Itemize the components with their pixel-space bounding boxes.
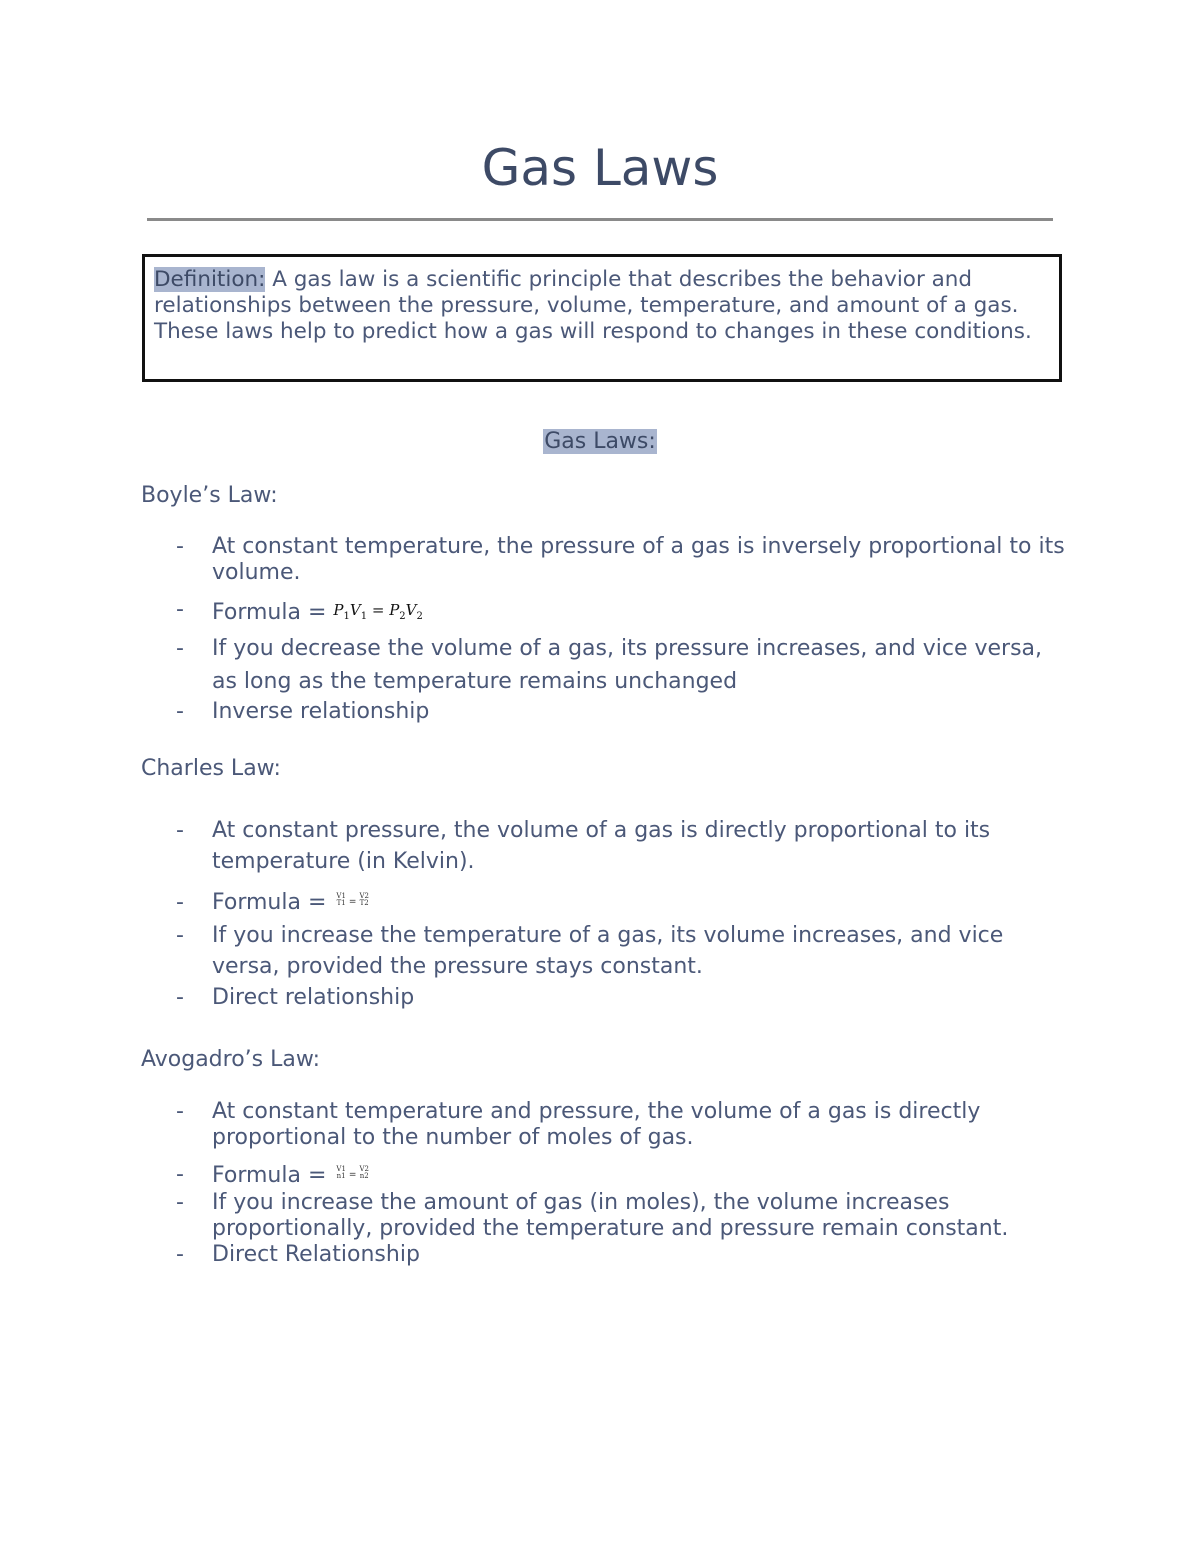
formula-label: Formula = [212,600,334,625]
definition-label: Definition: [154,267,266,292]
avogadros-law-title: Avogadro’s Law: [141,1047,321,1072]
list-item-text: At constant temperature and pressure, the volume of a gas is directly proportional to the number of moles of gas. [212,1099,981,1150]
list-item-text: If you increase the amount of gas (in moles), the volume increases proportionally, provided the temperature and pressure remain constant. [212,1190,1009,1241]
boyles-law-title: Boyle’s Law: [141,483,278,508]
bullet-dash: - [176,1099,184,1124]
charles-formula-equals: = [348,897,357,907]
list-item [170,534,1070,586]
list-item [170,815,1070,877]
definition-box [142,254,1062,382]
bullet-dash: - [176,636,184,661]
list-item-text: At constant temperature, the pressure of a gas is inversely proportional to its volume. [212,534,1065,585]
list-item [170,1190,1070,1242]
charles-formula-right: V2 T2 [359,892,369,907]
bullet-dash: - [176,890,184,915]
gas-laws-heading [0,427,1200,457]
boyles-law-list [170,534,1070,726]
list-item [170,1099,1070,1151]
bullet-dash: - [176,1242,184,1267]
list-item-text: Inverse relationship [212,699,430,724]
list-item [170,597,1070,630]
page-title: Gas Laws [481,139,719,197]
avogadro-formula-equals: = [348,1170,357,1180]
bullet-dash: - [176,1190,184,1215]
charles-law-list [170,815,1070,1013]
avogadro-formula-left: V1 n1 [336,1165,346,1180]
definition-body: A gas law is a scientific principle that describes the behavior and relationships between the pressure, volume, temperature, and amount of a gas. These laws help to predict how a gas will respond to changes in these conditions. [154,267,1032,344]
bullet-dash: - [176,597,184,622]
list-item [170,1162,1070,1189]
list-item [170,920,1070,982]
list-item-text: If you increase the temperature of a gas, its volume increases, and vice versa, provided the pressure stays constant. [212,923,1004,979]
list-item [170,1242,1070,1268]
bullet-dash: - [176,923,184,948]
gas-laws-heading-text: Gas Laws: [544,429,656,454]
charles-formula-left: V1 T1 [336,892,346,907]
bullet-dash: - [176,534,184,559]
charles-law-title: Charles Law: [141,756,281,781]
list-item-text: If you decrease the volume of a gas, its pressure increases, and vice versa, as long as the temperature remains unchanged [212,636,1043,694]
list-item [170,982,1070,1013]
title-divider [147,218,1053,221]
list-item-text: Direct Relationship [212,1242,420,1267]
list-item-text: At constant pressure, the volume of a gas is directly proportional to its temperature (in Kelvin). [212,818,991,874]
list-item [170,632,1070,698]
definition-text [154,267,1034,345]
list-item [170,887,1070,918]
avogadros-law-list [170,1099,1070,1268]
formula-label: Formula = [212,890,334,915]
list-item [170,698,1070,726]
avogadro-formula-right: V2 n2 [359,1165,369,1180]
bullet-dash: - [176,818,184,843]
bullet-dash: - [176,1162,184,1187]
formula-label: Formula = [212,1163,334,1188]
list-item-text: Direct relationship [212,985,415,1010]
bullet-dash: - [176,985,184,1010]
boyles-formula: $P_1V_1 = P_2V_2$ [333,601,423,622]
bullet-dash: - [176,699,184,724]
